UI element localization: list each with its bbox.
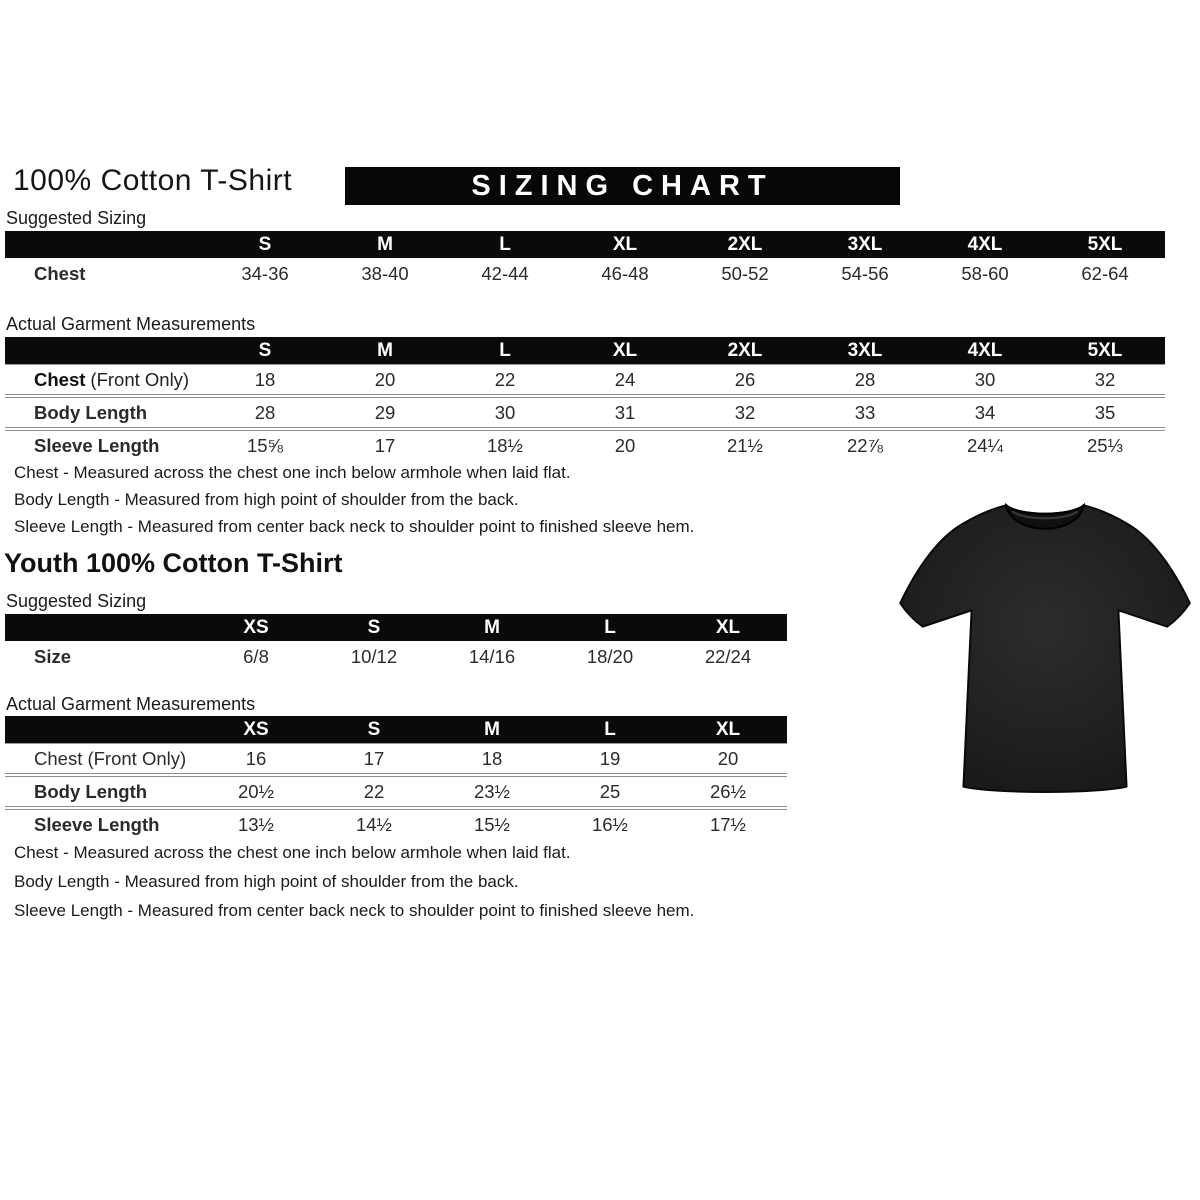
column-header-l: L: [604, 719, 616, 740]
table-cell: 13½: [237, 814, 274, 835]
table-cell: 62-64: [1081, 263, 1129, 284]
column-header-xl: XL: [612, 340, 638, 361]
note-body-length: Body Length - Measured from high point of shoulder from the back.: [14, 872, 519, 891]
table-cell: 6/8: [243, 646, 269, 667]
table-cell: 15⅝: [246, 435, 283, 456]
adult-actual-table: [5, 337, 1165, 460]
table-cell: 18: [481, 748, 503, 769]
table-cell: 20: [717, 748, 739, 769]
adult-suggested-header-row: [5, 231, 1165, 258]
table-cell: 20: [614, 435, 636, 456]
row-label-chest-front-only: [5, 365, 205, 394]
note-body-length: Body Length - Measured from high point of shoulder from the back.: [14, 490, 519, 509]
column-header-xl: XL: [715, 719, 741, 740]
table-cell: 28: [854, 369, 876, 390]
black-tshirt-graphic: [892, 489, 1198, 807]
column-header-xl: XL: [715, 617, 741, 638]
column-header-l: L: [499, 340, 511, 361]
table-cell: 22: [494, 369, 516, 390]
column-header-m: M: [484, 719, 500, 740]
row-label-body-length: Body Length: [34, 402, 148, 423]
adult-chest-row: [5, 258, 1165, 290]
row-label-sleeve-length: Sleeve Length: [34, 435, 160, 456]
table-cell: 32: [1094, 369, 1116, 390]
youth-suggested-heading: Suggested Sizing: [6, 591, 147, 611]
table-cell: 18/20: [586, 646, 634, 667]
column-header-s: S: [258, 234, 272, 255]
column-header-xl: XL: [612, 234, 638, 255]
youth-actual-table: [5, 716, 787, 839]
table-cell: 34: [974, 402, 996, 423]
column-header-l: L: [499, 234, 511, 255]
adult-chest-front-only-row: [5, 365, 1165, 394]
table-cell: 15½: [473, 814, 510, 835]
youth-suggested-header-row: [5, 614, 787, 641]
header-spacer: [5, 337, 205, 364]
table-cell: 33: [854, 402, 876, 423]
youth-body-length-row: [5, 773, 787, 806]
column-header-m: M: [484, 617, 500, 638]
header-spacer: [5, 231, 205, 258]
column-header-s: S: [367, 617, 381, 638]
youth-chest-front-only-row: [5, 744, 787, 773]
column-header-4xl: 4XL: [967, 234, 1003, 255]
table-cell: 50-52: [721, 263, 769, 284]
table-cell: 21½: [726, 435, 763, 456]
youth-suggested-table: [5, 614, 787, 673]
column-header-m: M: [377, 340, 393, 361]
column-header-s: S: [258, 340, 272, 361]
table-cell: 58-60: [961, 263, 1009, 284]
adult-sleeve-length-row: [5, 427, 1165, 460]
note-chest: Chest - Measured across the chest one inch below armhole when laid flat.: [14, 843, 571, 862]
column-header-xs: XS: [243, 719, 269, 740]
table-cell: 32: [734, 402, 756, 423]
adult-actual-header-row: [5, 337, 1165, 365]
page-title: 100% Cotton T-Shirt: [13, 164, 293, 197]
column-header-2xl: 2XL: [727, 234, 763, 255]
column-header-3xl: 3XL: [847, 234, 883, 255]
row-label-body-length: Body Length: [34, 781, 148, 802]
adult-suggested-table: [5, 231, 1165, 290]
row-label-main: Chest: [34, 369, 86, 390]
table-cell: 16: [245, 748, 267, 769]
adult-suggested-heading: Suggested Sizing: [6, 208, 147, 228]
youth-size-row: [5, 641, 787, 673]
header-spacer: [5, 614, 197, 641]
table-cell: 38-40: [361, 263, 409, 284]
table-cell: 30: [974, 369, 996, 390]
row-label-chest-front-only: Chest (Front Only): [34, 748, 187, 769]
row-label-sleeve-length: Sleeve Length: [34, 814, 160, 835]
row-label-suffix: (Front Only): [90, 369, 190, 390]
adult-body-length-row: [5, 394, 1165, 427]
table-cell: 22⅞: [846, 435, 883, 456]
table-cell: 22: [363, 781, 385, 802]
row-label-size: Size: [34, 646, 72, 667]
row-label-chest: Chest: [34, 263, 86, 284]
table-cell: 18: [254, 369, 276, 390]
header-spacer: [5, 716, 197, 743]
column-header-xs: XS: [243, 617, 269, 638]
table-cell: 17: [374, 435, 396, 456]
table-cell: 29: [374, 402, 396, 423]
table-cell: 19: [599, 748, 621, 769]
table-cell: 16½: [591, 814, 628, 835]
youth-sleeve-length-row: [5, 806, 787, 839]
table-cell: 20: [374, 369, 396, 390]
table-cell: 30: [494, 402, 516, 423]
table-cell: 14/16: [468, 646, 516, 667]
table-cell: 17½: [709, 814, 746, 835]
table-cell: 14½: [355, 814, 392, 835]
table-cell: 24¼: [966, 435, 1003, 456]
column-header-2xl: 2XL: [727, 340, 763, 361]
table-cell: 28: [254, 402, 276, 423]
tshirt-body: [900, 505, 1189, 792]
table-cell: 54-56: [841, 263, 889, 284]
table-cell: 10/12: [350, 646, 398, 667]
table-cell: 46-48: [601, 263, 649, 284]
table-cell: 31: [614, 402, 636, 423]
table-cell: 24: [614, 369, 636, 390]
column-header-4xl: 4XL: [967, 340, 1003, 361]
column-header-5xl: 5XL: [1087, 234, 1123, 255]
column-header-5xl: 5XL: [1087, 340, 1123, 361]
youth-actual-heading: Actual Garment Measurements: [6, 694, 256, 714]
table-cell: 20½: [237, 781, 274, 802]
table-cell: 17: [363, 748, 385, 769]
table-cell: 18½: [486, 435, 523, 456]
table-cell: 42-44: [481, 263, 529, 284]
note-chest: Chest - Measured across the chest one inch below armhole when laid flat.: [14, 463, 571, 482]
column-header-l: L: [604, 617, 616, 638]
column-header-m: M: [377, 234, 393, 255]
table-cell: 35: [1094, 402, 1116, 423]
youth-actual-header-row: [5, 716, 787, 744]
youth-measurement-notes: [14, 838, 694, 925]
table-cell: 26½: [709, 781, 746, 802]
adult-measurement-notes: [14, 459, 694, 540]
table-cell: 26: [734, 369, 756, 390]
table-cell: 34-36: [241, 263, 289, 284]
note-sleeve-length: Sleeve Length - Measured from center back neck to shoulder point to finished sleeve hem.: [14, 517, 695, 536]
column-header-s: S: [367, 719, 381, 740]
adult-actual-heading: Actual Garment Measurements: [6, 314, 256, 334]
sizing-chart-banner: SIZING CHART: [345, 167, 900, 205]
note-sleeve-length: Sleeve Length - Measured from center back neck to shoulder point to finished sleeve hem.: [14, 901, 695, 920]
column-header-3xl: 3XL: [847, 340, 883, 361]
table-cell: 22/24: [704, 646, 752, 667]
table-cell: 25: [599, 781, 621, 802]
table-cell: 23½: [473, 781, 510, 802]
youth-section-title: Youth 100% Cotton T-Shirt: [4, 548, 343, 578]
table-cell: 25⅓: [1086, 435, 1123, 456]
tshirt-product-image: [892, 489, 1198, 807]
